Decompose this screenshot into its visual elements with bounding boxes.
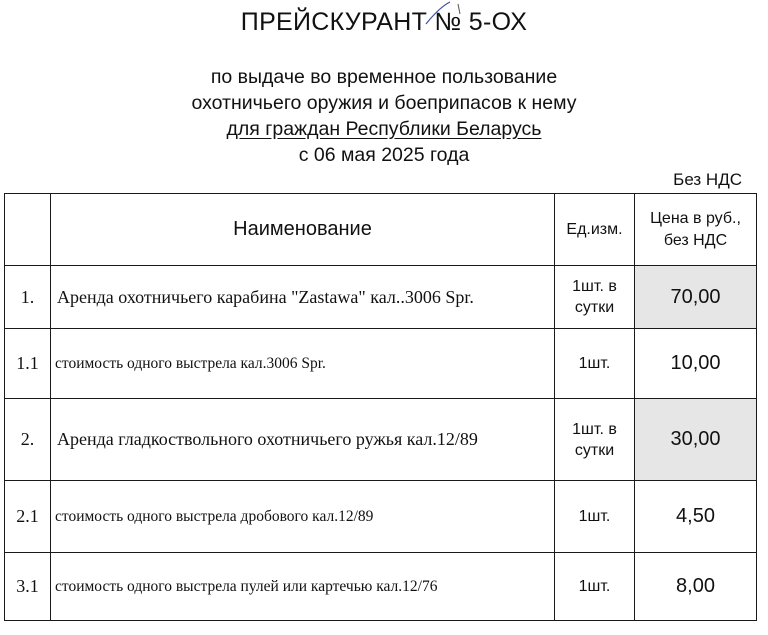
row-unit <box>555 329 635 399</box>
row-unit-line-1: 1шт. <box>578 578 611 595</box>
table-header-row <box>5 194 757 266</box>
row-number: 1. <box>5 266 51 329</box>
header-name: Наименование <box>51 194 555 266</box>
row-name: стоимость одного выстрела пулей или картечью кал.12/76 <box>51 553 555 621</box>
header-price <box>635 194 757 266</box>
subtitle-underlined-text: для граждан Республики Беларусь <box>226 118 542 140</box>
effective-date: с 06 мая 2025 года <box>298 144 470 166</box>
row-price: 4,50 <box>635 481 757 553</box>
vat-note: Без НДС <box>673 170 742 189</box>
row-unit-line-1: 1шт. <box>578 355 611 372</box>
row-unit <box>555 266 635 329</box>
header-price-line-1: Цена в руб., <box>650 209 741 227</box>
subtitle-line-2: охотничьего оружия и боеприпасов к нему <box>191 92 577 114</box>
row-number: 1.1 <box>5 329 51 399</box>
row-unit-line-1: 1шт. <box>578 508 611 525</box>
row-number: 2.1 <box>5 481 51 553</box>
row-name: стоимость одного выстрела кал.3006 Spr. <box>51 329 555 399</box>
table-row <box>5 553 757 621</box>
subtitle-line-3 <box>0 116 768 142</box>
row-number: 2. <box>5 399 51 481</box>
subtitle-line-1: по выдаче во временное пользование <box>210 66 558 88</box>
row-unit-line-2: сутки <box>574 299 615 316</box>
header-price-line-2: без НДС <box>663 231 728 249</box>
row-price: 30,00 <box>635 399 757 481</box>
row-name: Аренда гладкоствольного охотничьего ружья кал.12/89 <box>51 399 555 481</box>
row-unit-line-1: 1шт. в <box>572 420 617 438</box>
row-unit-line-2: сутки <box>574 441 615 459</box>
table-row <box>5 481 757 553</box>
row-price: 8,00 <box>635 553 757 621</box>
header-number-cell <box>5 194 51 266</box>
table-row <box>5 266 757 329</box>
table-row <box>5 329 757 399</box>
row-unit-line-1: 1шт. в <box>572 278 617 295</box>
header-unit: Ед.изм. <box>555 194 635 266</box>
row-unit <box>555 553 635 621</box>
row-price: 10,00 <box>635 329 757 399</box>
row-number: 3.1 <box>5 553 51 621</box>
table-row <box>5 399 757 481</box>
row-name: Аренда охотничьего карабина "Zastawa" кал..3006 Spr. <box>51 266 555 329</box>
row-price: 70,00 <box>635 266 757 329</box>
document-title: ПРЕЙСКУРАНТ № 5-ОХ <box>240 8 528 36</box>
row-unit <box>555 481 635 553</box>
row-unit <box>555 399 635 481</box>
row-name: стоимость одного выстрела дробового кал.12/89 <box>51 481 555 553</box>
price-table <box>4 193 757 621</box>
